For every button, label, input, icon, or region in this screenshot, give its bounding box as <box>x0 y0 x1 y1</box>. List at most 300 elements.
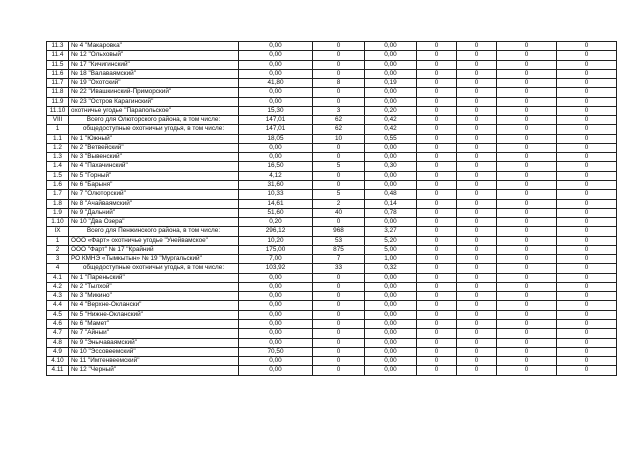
row-number: 4.9 <box>47 347 69 356</box>
col-6-value: 0 <box>417 347 457 356</box>
col-9-value: 0 <box>557 245 617 254</box>
row-name: ООО "Фарт" № 17 "Крайний <box>69 245 239 254</box>
col-7-value: 0 <box>457 97 497 106</box>
row-number: 11.9 <box>47 97 69 106</box>
density-value: 0,00 <box>365 347 417 356</box>
table-row <box>47 329 617 338</box>
area-value: 10,20 <box>239 236 313 245</box>
count-value: 0 <box>313 329 365 338</box>
table-row <box>47 255 617 264</box>
row-name: № 19 "Охотский" <box>69 79 239 88</box>
row-number: 11.3 <box>47 42 69 51</box>
table-row <box>47 366 617 375</box>
col-9-value: 0 <box>557 97 617 106</box>
density-value: 0,42 <box>365 116 417 125</box>
col-6-value: 0 <box>417 199 457 208</box>
count-value: 0 <box>313 88 365 97</box>
area-value: 0,00 <box>239 153 313 162</box>
table-row <box>47 88 617 97</box>
col-9-value: 0 <box>557 255 617 264</box>
table-row <box>47 180 617 189</box>
row-number: 1.10 <box>47 218 69 227</box>
density-value: 0,32 <box>365 264 417 273</box>
col-8-value: 0 <box>497 42 557 51</box>
table-row <box>47 69 617 78</box>
count-value: 0 <box>313 69 365 78</box>
area-value: 175,00 <box>239 245 313 254</box>
density-value: 0,42 <box>365 125 417 134</box>
row-name: ООО «Фарт» охотничье угодье "Унейвамское" <box>69 236 239 245</box>
col-6-value: 0 <box>417 319 457 328</box>
table-row <box>47 60 617 69</box>
density-value: 5,00 <box>365 245 417 254</box>
density-value: 0,00 <box>365 310 417 319</box>
table-row <box>47 79 617 88</box>
row-number: 11.10 <box>47 106 69 115</box>
col-9-value: 0 <box>557 143 617 152</box>
col-9-value: 0 <box>557 301 617 310</box>
density-value: 0,00 <box>365 329 417 338</box>
density-value: 0,00 <box>365 171 417 180</box>
col-9-value: 0 <box>557 227 617 236</box>
col-6-value: 0 <box>417 255 457 264</box>
row-name: № 5 "Нижне-Окланский" <box>69 310 239 319</box>
table-row <box>47 42 617 51</box>
col-9-value: 0 <box>557 329 617 338</box>
density-value: 0,00 <box>365 218 417 227</box>
area-value: 0,00 <box>239 88 313 97</box>
table-row <box>47 171 617 180</box>
col-8-value: 0 <box>497 69 557 78</box>
col-6-value: 0 <box>417 79 457 88</box>
row-name: № 8 "Ачайваямский" <box>69 199 239 208</box>
table-row <box>47 208 617 217</box>
row-number: 4.10 <box>47 357 69 366</box>
area-value: 4,12 <box>239 171 313 180</box>
count-value: 0 <box>313 143 365 152</box>
row-name: № 7 "Айныи" <box>69 329 239 338</box>
area-value: 0,00 <box>239 357 313 366</box>
area-value: 0,00 <box>239 42 313 51</box>
area-value: 41,80 <box>239 79 313 88</box>
col-9-value: 0 <box>557 273 617 282</box>
row-name: № 2 "Тылхой" <box>69 282 239 291</box>
count-value: 0 <box>313 338 365 347</box>
table-row <box>47 227 617 236</box>
col-7-value: 0 <box>457 292 497 301</box>
area-value: 0,00 <box>239 69 313 78</box>
col-7-value: 0 <box>457 273 497 282</box>
col-7-value: 0 <box>457 60 497 69</box>
col-8-value: 0 <box>497 51 557 60</box>
col-8-value: 0 <box>497 301 557 310</box>
density-value: 0,00 <box>365 69 417 78</box>
row-name: № 6 "Барыня" <box>69 180 239 189</box>
row-number: 4.1 <box>47 273 69 282</box>
count-value: 0 <box>313 319 365 328</box>
density-value: 0,00 <box>365 338 417 347</box>
col-6-value: 0 <box>417 134 457 143</box>
col-6-value: 0 <box>417 60 457 69</box>
col-8-value: 0 <box>497 60 557 69</box>
density-value: 0,20 <box>365 106 417 115</box>
col-6-value: 0 <box>417 106 457 115</box>
area-value: 296,12 <box>239 227 313 236</box>
count-value: 0 <box>313 97 365 106</box>
count-value: 0 <box>313 347 365 356</box>
area-value: 51,60 <box>239 208 313 217</box>
row-number: 3 <box>47 255 69 264</box>
density-value: 0,00 <box>365 319 417 328</box>
row-number: 11.8 <box>47 88 69 97</box>
row-name: № 9 "Энычаваямский" <box>69 338 239 347</box>
col-9-value: 0 <box>557 51 617 60</box>
table-row <box>47 143 617 152</box>
col-8-value: 0 <box>497 97 557 106</box>
count-value: 0 <box>313 366 365 375</box>
row-name: № 3 "Микино" <box>69 292 239 301</box>
col-6-value: 0 <box>417 301 457 310</box>
count-value: 968 <box>313 227 365 236</box>
density-value: 0,00 <box>365 42 417 51</box>
row-number: 2 <box>47 245 69 254</box>
row-number: 4.6 <box>47 319 69 328</box>
col-8-value: 0 <box>497 116 557 125</box>
row-number: 1.4 <box>47 162 69 171</box>
row-number: 4.7 <box>47 329 69 338</box>
col-9-value: 0 <box>557 264 617 273</box>
area-value: 0,00 <box>239 329 313 338</box>
col-7-value: 0 <box>457 255 497 264</box>
col-8-value: 0 <box>497 366 557 375</box>
density-value: 0,00 <box>365 366 417 375</box>
row-name: № 23 "Остров Карагинский" <box>69 97 239 106</box>
row-number: 1.8 <box>47 199 69 208</box>
row-number: 4.8 <box>47 338 69 347</box>
area-value: 0,00 <box>239 310 313 319</box>
col-8-value: 0 <box>497 153 557 162</box>
row-number: 1 <box>47 236 69 245</box>
count-value: 0 <box>313 282 365 291</box>
col-7-value: 0 <box>457 301 497 310</box>
col-6-value: 0 <box>417 338 457 347</box>
count-value: 875 <box>313 245 365 254</box>
table-row <box>47 273 617 282</box>
col-7-value: 0 <box>457 357 497 366</box>
col-9-value: 0 <box>557 236 617 245</box>
col-7-value: 0 <box>457 338 497 347</box>
count-value: 62 <box>313 125 365 134</box>
col-6-value: 0 <box>417 273 457 282</box>
area-value: 31,60 <box>239 180 313 189</box>
col-7-value: 0 <box>457 282 497 291</box>
row-name: № 10 "Эссовеемский" <box>69 347 239 356</box>
density-value: 0,00 <box>365 51 417 60</box>
row-name: № 17 "Кичигинский" <box>69 60 239 69</box>
col-9-value: 0 <box>557 338 617 347</box>
row-number: 1.9 <box>47 208 69 217</box>
col-6-value: 0 <box>417 171 457 180</box>
count-value: 53 <box>313 236 365 245</box>
area-value: 0,00 <box>239 319 313 328</box>
col-6-value: 0 <box>417 153 457 162</box>
col-7-value: 0 <box>457 51 497 60</box>
row-name: № 18 "Валаваямский" <box>69 69 239 78</box>
area-value: 7,00 <box>239 255 313 264</box>
table-row <box>47 199 617 208</box>
col-7-value: 0 <box>457 180 497 189</box>
col-8-value: 0 <box>497 190 557 199</box>
table-row <box>47 190 617 199</box>
col-6-value: 0 <box>417 208 457 217</box>
row-number: 4.11 <box>47 366 69 375</box>
table-row <box>47 162 617 171</box>
col-7-value: 0 <box>457 190 497 199</box>
col-7-value: 0 <box>457 236 497 245</box>
count-value: 33 <box>313 264 365 273</box>
row-number: 1.6 <box>47 180 69 189</box>
col-9-value: 0 <box>557 282 617 291</box>
area-value: 103,92 <box>239 264 313 273</box>
col-7-value: 0 <box>457 125 497 134</box>
table-row <box>47 319 617 328</box>
col-9-value: 0 <box>557 162 617 171</box>
row-number: 4.3 <box>47 292 69 301</box>
col-6-value: 0 <box>417 88 457 97</box>
col-8-value: 0 <box>497 106 557 115</box>
table-row <box>47 134 617 143</box>
col-8-value: 0 <box>497 273 557 282</box>
col-9-value: 0 <box>557 199 617 208</box>
col-8-value: 0 <box>497 357 557 366</box>
count-value: 0 <box>313 301 365 310</box>
count-value: 0 <box>313 153 365 162</box>
area-value: 0,20 <box>239 218 313 227</box>
row-name: № 10 "Два Озера" <box>69 218 239 227</box>
row-number: 4.4 <box>47 301 69 310</box>
col-8-value: 0 <box>497 208 557 217</box>
count-value: 5 <box>313 162 365 171</box>
density-value: 0,48 <box>365 190 417 199</box>
col-6-value: 0 <box>417 292 457 301</box>
count-value: 0 <box>313 357 365 366</box>
row-number: 1 <box>47 125 69 134</box>
count-value: 62 <box>313 116 365 125</box>
count-value: 0 <box>313 273 365 282</box>
col-7-value: 0 <box>457 134 497 143</box>
count-value: 0 <box>313 42 365 51</box>
col-6-value: 0 <box>417 143 457 152</box>
col-6-value: 0 <box>417 97 457 106</box>
col-7-value: 0 <box>457 264 497 273</box>
count-value: 0 <box>313 310 365 319</box>
col-9-value: 0 <box>557 310 617 319</box>
col-7-value: 0 <box>457 227 497 236</box>
col-8-value: 0 <box>497 264 557 273</box>
table-row <box>47 282 617 291</box>
col-9-value: 0 <box>557 88 617 97</box>
col-7-value: 0 <box>457 208 497 217</box>
row-number: 11.5 <box>47 60 69 69</box>
count-value: 0 <box>313 51 365 60</box>
row-name: № 4 "Пахачинский" <box>69 162 239 171</box>
col-8-value: 0 <box>497 88 557 97</box>
row-name: охотничье угодье "Парапольское" <box>69 106 239 115</box>
col-7-value: 0 <box>457 245 497 254</box>
count-value: 0 <box>313 218 365 227</box>
col-7-value: 0 <box>457 88 497 97</box>
col-6-value: 0 <box>417 264 457 273</box>
col-8-value: 0 <box>497 282 557 291</box>
col-7-value: 0 <box>457 329 497 338</box>
col-8-value: 0 <box>497 79 557 88</box>
row-name: № 1 "Южный" <box>69 134 239 143</box>
col-8-value: 0 <box>497 347 557 356</box>
table-row <box>47 116 617 125</box>
density-value: 0,00 <box>365 153 417 162</box>
col-7-value: 0 <box>457 106 497 115</box>
col-6-value: 0 <box>417 69 457 78</box>
area-value: 0,00 <box>239 60 313 69</box>
density-value: 0,00 <box>365 143 417 152</box>
area-value: 0,00 <box>239 338 313 347</box>
col-8-value: 0 <box>497 180 557 189</box>
count-value: 8 <box>313 79 365 88</box>
row-number: 1.1 <box>47 134 69 143</box>
row-number: VIII <box>47 116 69 125</box>
table-row <box>47 245 617 254</box>
row-name: № 7 "Олюторский" <box>69 190 239 199</box>
density-value: 3,27 <box>365 227 417 236</box>
row-number: 11.4 <box>47 51 69 60</box>
table-row <box>47 338 617 347</box>
row-number: 1.2 <box>47 143 69 152</box>
col-8-value: 0 <box>497 310 557 319</box>
col-8-value: 0 <box>497 171 557 180</box>
col-6-value: 0 <box>417 162 457 171</box>
area-value: 0,00 <box>239 97 313 106</box>
table-row <box>47 125 617 134</box>
area-value: 0,00 <box>239 143 313 152</box>
col-9-value: 0 <box>557 190 617 199</box>
count-value: 7 <box>313 255 365 264</box>
col-7-value: 0 <box>457 319 497 328</box>
col-6-value: 0 <box>417 329 457 338</box>
col-6-value: 0 <box>417 245 457 254</box>
density-value: 0,00 <box>365 180 417 189</box>
col-8-value: 0 <box>497 227 557 236</box>
area-value: 0,00 <box>239 273 313 282</box>
area-value: 10,33 <box>239 190 313 199</box>
col-9-value: 0 <box>557 180 617 189</box>
col-8-value: 0 <box>497 329 557 338</box>
col-9-value: 0 <box>557 171 617 180</box>
col-6-value: 0 <box>417 218 457 227</box>
row-name: № 12 "Черный" <box>69 366 239 375</box>
density-value: 0,00 <box>365 60 417 69</box>
row-name: № 22 "Ивашкинский-Приморский" <box>69 88 239 97</box>
col-9-value: 0 <box>557 366 617 375</box>
col-7-value: 0 <box>457 366 497 375</box>
density-value: 0,00 <box>365 301 417 310</box>
area-value: 0,00 <box>239 292 313 301</box>
col-9-value: 0 <box>557 319 617 328</box>
table-row <box>47 51 617 60</box>
col-6-value: 0 <box>417 366 457 375</box>
col-8-value: 0 <box>497 292 557 301</box>
col-7-value: 0 <box>457 199 497 208</box>
table-row <box>47 292 617 301</box>
row-number: 1.5 <box>47 171 69 180</box>
table-row <box>47 264 617 273</box>
col-9-value: 0 <box>557 106 617 115</box>
area-value: 0,00 <box>239 51 313 60</box>
table-row <box>47 153 617 162</box>
col-7-value: 0 <box>457 69 497 78</box>
density-value: 0,00 <box>365 273 417 282</box>
col-7-value: 0 <box>457 79 497 88</box>
table-row <box>47 97 617 106</box>
density-value: 0,14 <box>365 199 417 208</box>
col-6-value: 0 <box>417 282 457 291</box>
area-value: 0,00 <box>239 301 313 310</box>
area-value: 14,61 <box>239 199 313 208</box>
row-name: № 1 "Пареньский" <box>69 273 239 282</box>
col-9-value: 0 <box>557 292 617 301</box>
col-8-value: 0 <box>497 125 557 134</box>
table-row <box>47 310 617 319</box>
row-name: № 6 "Мамет" <box>69 319 239 328</box>
col-6-value: 0 <box>417 190 457 199</box>
col-8-value: 0 <box>497 199 557 208</box>
row-number: 1.7 <box>47 190 69 199</box>
row-name: № 4 "Макаровка" <box>69 42 239 51</box>
col-7-value: 0 <box>457 42 497 51</box>
table-row <box>47 357 617 366</box>
row-name: № 2 "Ветвейский" <box>69 143 239 152</box>
col-6-value: 0 <box>417 51 457 60</box>
col-9-value: 0 <box>557 347 617 356</box>
col-7-value: 0 <box>457 162 497 171</box>
col-9-value: 0 <box>557 153 617 162</box>
count-value: 40 <box>313 208 365 217</box>
table-row <box>47 236 617 245</box>
table-row <box>47 218 617 227</box>
count-value: 0 <box>313 292 365 301</box>
row-number: IX <box>47 227 69 236</box>
density-value: 0,78 <box>365 208 417 217</box>
col-7-value: 0 <box>457 143 497 152</box>
area-value: 0,00 <box>239 366 313 375</box>
density-value: 0,00 <box>365 88 417 97</box>
col-8-value: 0 <box>497 143 557 152</box>
col-9-value: 0 <box>557 218 617 227</box>
row-number: 4.2 <box>47 282 69 291</box>
row-name: № 4 "Верхне-Оклански" <box>69 301 239 310</box>
count-value: 5 <box>313 190 365 199</box>
col-9-value: 0 <box>557 116 617 125</box>
row-number: 1.3 <box>47 153 69 162</box>
density-value: 0,19 <box>365 79 417 88</box>
col-6-value: 0 <box>417 116 457 125</box>
col-6-value: 0 <box>417 125 457 134</box>
col-9-value: 0 <box>557 79 617 88</box>
density-value: 0,00 <box>365 292 417 301</box>
table-row <box>47 301 617 310</box>
count-value: 0 <box>313 60 365 69</box>
data-table <box>46 41 617 376</box>
row-name: Всего для Пенжинского района, в том числе: <box>69 227 239 236</box>
